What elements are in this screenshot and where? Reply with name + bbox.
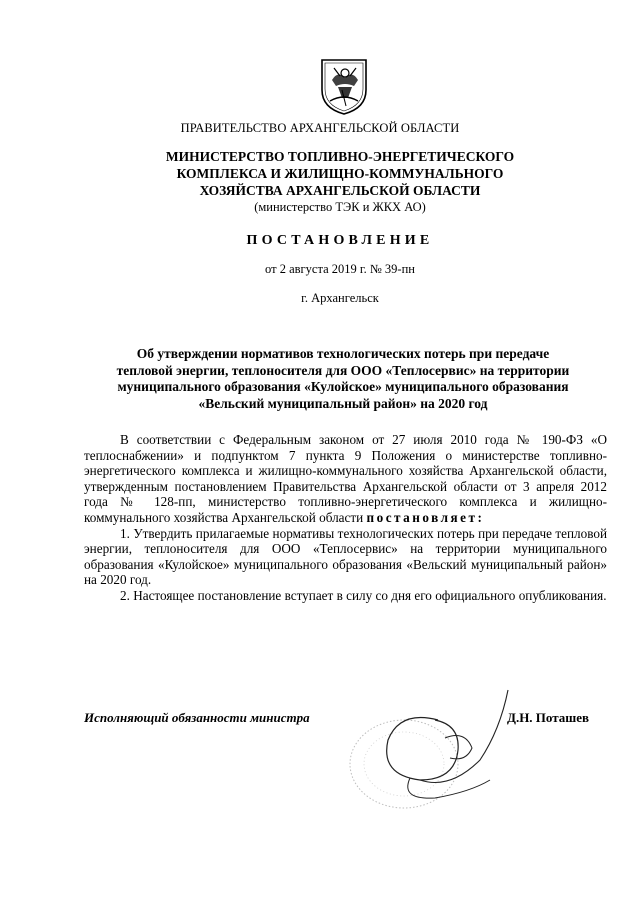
- document-body: [84, 432, 607, 604]
- ministry-line-1: МИНИСТЕРСТВО ТОПЛИВНО-ЭНЕРГЕТИЧЕСКОГО: [165, 149, 515, 164]
- coat-of-arms-icon: [318, 56, 370, 116]
- title-line-1: Об утверждении нормативов технологических потерь при передаче: [136, 346, 550, 361]
- document-type: ПОСТАНОВЛЕНИЕ: [246, 233, 434, 248]
- ministry-line-2: КОМПЛЕКСА И ЖИЛИЩНО-КОММУНАЛЬНОГО: [176, 166, 504, 181]
- preamble-text: В соответствии с Федеральным законом от 27 июля 2010 года № 190-ФЗ «О теплоснабжении» и подпунктом 7 пункта 9 Положения о министерстве топливно-энергетического комплекса и жилищно-коммунального хозяйства Архангельской области, утвержденным постановлением Правительства Архангельской области от 3 апреля 2012 года № 128-пп, министерство топливно-энергетического комплекса и жилищно-коммунального хозяйства Архангельской области: [84, 432, 607, 525]
- signatory-name: Д.Н. Поташев: [507, 710, 590, 725]
- handwritten-signature-icon: [340, 680, 520, 810]
- document-date-number: от 2 августа 2019 г. № 39-пн: [265, 262, 415, 276]
- title-line-3: муниципального образования «Кулойское» муниципального образования: [117, 379, 569, 394]
- title-line-4: «Вельский муниципальный район» на 2020 год: [198, 395, 488, 411]
- item-2-paragraph: 2. Настоящее постановление вступает в силу со дня его официального опубликования.: [120, 587, 607, 603]
- ministry-name: [40, 148, 640, 199]
- document-city: г. Архангельск: [301, 291, 379, 305]
- item-1-paragraph: 1. Утвердить прилагаемые нормативы технологических потерь при передаче тепловой энергии, теплоносителя для ООО «Теплосервис» на территории муниципального образования «Кулойское» муниципального образования «Вельский муниципальный район» на 2020 год.: [84, 525, 607, 588]
- document-title: [84, 346, 602, 412]
- decrees-colon: :: [477, 509, 482, 525]
- ministry-line-3: ХОЗЯЙСТВА АРХАНГЕЛЬСКОЙ ОБЛАСТИ: [199, 183, 481, 198]
- title-line-2: тепловой энергии, теплоносителя для ООО «Теплосервис» на территории: [116, 362, 570, 378]
- preamble-paragraph: [84, 432, 607, 526]
- government-name: ПРАВИТЕЛЬСТВО АРХАНГЕЛЬСКОЙ ОБЛАСТИ: [180, 121, 460, 135]
- decrees-word: постановляет: [366, 509, 478, 525]
- ministry-short-name: (министерство ТЭК и ЖКХ АО): [254, 200, 426, 214]
- signatory-position: Исполняющий обязанности министра: [84, 710, 310, 725]
